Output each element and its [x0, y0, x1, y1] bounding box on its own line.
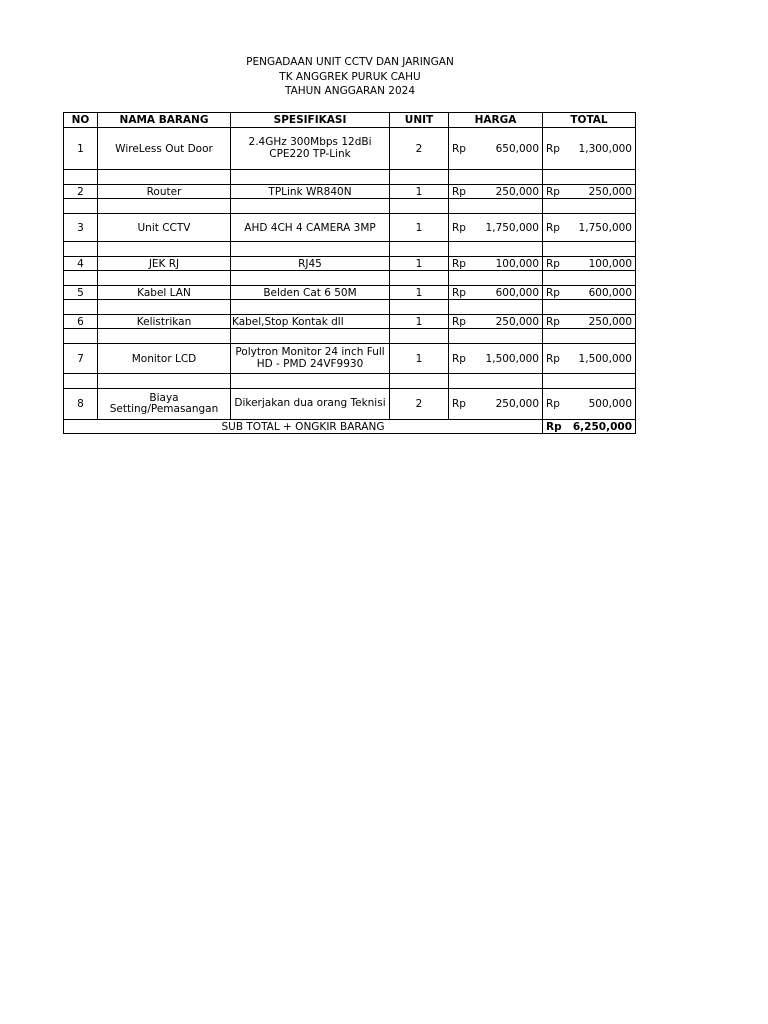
- table-row: [64, 214, 636, 242]
- cell-no: 1: [64, 128, 98, 170]
- cell-unit: 1: [390, 214, 449, 242]
- cell-name: Router: [98, 185, 231, 199]
- price-amount: 250,000: [495, 315, 539, 328]
- table-row: [64, 389, 636, 420]
- procurement-table: [63, 112, 636, 434]
- cell-total: [543, 315, 636, 329]
- cell-name: WireLess Out Door: [98, 128, 231, 170]
- cell-name: Kabel LAN: [98, 286, 231, 300]
- currency-label: Rp: [452, 352, 466, 365]
- cell-total: [543, 286, 636, 300]
- cell-name: Kelistrikan: [98, 315, 231, 329]
- price-amount: 250,000: [495, 185, 539, 198]
- price-amount: 650,000: [495, 142, 539, 155]
- cell-total: [543, 185, 636, 199]
- cell-spec: 2.4GHz 300Mbps 12dBi CPE220 TP-Link: [231, 128, 390, 170]
- cell-price: [449, 315, 543, 329]
- total-amount: 250,000: [588, 185, 632, 198]
- col-header-no: NO: [64, 113, 98, 128]
- table-header-row: [64, 113, 636, 128]
- price-amount: 600,000: [495, 286, 539, 299]
- cell-no: 6: [64, 315, 98, 329]
- cell-name: Unit CCTV: [98, 214, 231, 242]
- cell-total: [543, 214, 636, 242]
- total-amount: 1,750,000: [578, 221, 632, 234]
- cell-total: [543, 257, 636, 271]
- currency-label: Rp: [546, 286, 560, 299]
- spacer-row: [64, 170, 636, 185]
- cell-unit: 1: [390, 185, 449, 199]
- cell-total: [543, 389, 636, 420]
- cell-spec: Polytron Monitor 24 inch Full HD - PMD 24VF9930: [231, 344, 390, 374]
- table-row: [64, 257, 636, 271]
- currency-label: Rp: [546, 352, 560, 365]
- spacer-row: [64, 300, 636, 315]
- total-amount: 100,000: [588, 257, 632, 270]
- price-amount: 1,500,000: [485, 352, 539, 365]
- cell-name: Biaya Setting/Pemasangan: [98, 389, 231, 420]
- cell-price: [449, 185, 543, 199]
- cell-spec: Belden Cat 6 50M: [231, 286, 390, 300]
- cell-price: [449, 128, 543, 170]
- cell-price: [449, 214, 543, 242]
- subtotal-label: SUB TOTAL + ONGKIR BARANG: [64, 420, 543, 434]
- total-amount: 600,000: [588, 286, 632, 299]
- subtotal-row: [64, 420, 636, 434]
- cell-price: [449, 344, 543, 374]
- cell-price: [449, 286, 543, 300]
- spacer-row: [64, 242, 636, 257]
- subtotal-total: [543, 420, 636, 434]
- cell-spec: TPLink WR840N: [231, 185, 390, 199]
- cell-spec: RJ45: [231, 257, 390, 271]
- cell-name: JEK RJ: [98, 257, 231, 271]
- spacer-row: [64, 271, 636, 286]
- currency-label: Rp: [546, 185, 560, 198]
- cell-no: 5: [64, 286, 98, 300]
- currency-label: Rp: [546, 420, 562, 433]
- table-row: [64, 128, 636, 170]
- currency-label: Rp: [452, 142, 466, 155]
- table-row: [64, 286, 636, 300]
- currency-label: Rp: [452, 185, 466, 198]
- cell-no: 4: [64, 257, 98, 271]
- spacer-row: [64, 374, 636, 389]
- col-header-unit: UNIT: [390, 113, 449, 128]
- cell-no: 7: [64, 344, 98, 374]
- spacer-row: [64, 329, 636, 344]
- cell-no: 2: [64, 185, 98, 199]
- cell-unit: 1: [390, 315, 449, 329]
- price-amount: 100,000: [495, 257, 539, 270]
- cell-name: Monitor LCD: [98, 344, 231, 374]
- cell-unit: 1: [390, 286, 449, 300]
- table-row: [64, 344, 636, 374]
- title-line-2: TK ANGGREK PURUK CAHU: [279, 70, 421, 83]
- currency-label: Rp: [546, 221, 560, 234]
- subtotal-amount: 6,250,000: [572, 420, 632, 433]
- currency-label: Rp: [452, 257, 466, 270]
- currency-label: Rp: [546, 257, 560, 270]
- spacer-row: [64, 199, 636, 214]
- total-amount: 1,300,000: [578, 142, 632, 155]
- cell-price: [449, 257, 543, 271]
- table-row: [64, 185, 636, 199]
- cell-unit: 2: [390, 389, 449, 420]
- cell-price: [449, 389, 543, 420]
- currency-label: Rp: [546, 142, 560, 155]
- currency-label: Rp: [452, 315, 466, 328]
- cell-total: [543, 128, 636, 170]
- cell-unit: 1: [390, 257, 449, 271]
- cell-spec: Kabel,Stop Kontak dll: [231, 315, 390, 329]
- currency-label: Rp: [546, 315, 560, 328]
- cell-total: [543, 344, 636, 374]
- cell-unit: 2: [390, 128, 449, 170]
- total-amount: 1,500,000: [578, 352, 632, 365]
- currency-label: Rp: [452, 286, 466, 299]
- col-header-price: HARGA: [449, 113, 543, 128]
- col-header-name: NAMA BARANG: [98, 113, 231, 128]
- title-line-3: TAHUN ANGGARAN 2024: [284, 85, 415, 97]
- col-header-total: TOTAL: [543, 113, 636, 128]
- currency-label: Rp: [546, 398, 560, 410]
- currency-label: Rp: [452, 398, 466, 410]
- price-amount: 250,000: [495, 398, 539, 410]
- document-title: [150, 55, 550, 99]
- total-amount: 250,000: [588, 315, 632, 328]
- total-amount: 500,000: [588, 398, 632, 410]
- title-line-1: PENGADAAN UNIT CCTV DAN JARINGAN: [246, 56, 454, 68]
- currency-label: Rp: [452, 221, 466, 234]
- cell-no: 8: [64, 389, 98, 420]
- cell-spec: AHD 4CH 4 CAMERA 3MP: [231, 214, 390, 242]
- cell-spec: Dikerjakan dua orang Teknisi: [231, 389, 390, 420]
- col-header-spec: SPESIFIKASI: [231, 113, 390, 128]
- price-amount: 1,750,000: [485, 221, 539, 234]
- cell-no: 3: [64, 214, 98, 242]
- table-row: [64, 315, 636, 329]
- cell-unit: 1: [390, 344, 449, 374]
